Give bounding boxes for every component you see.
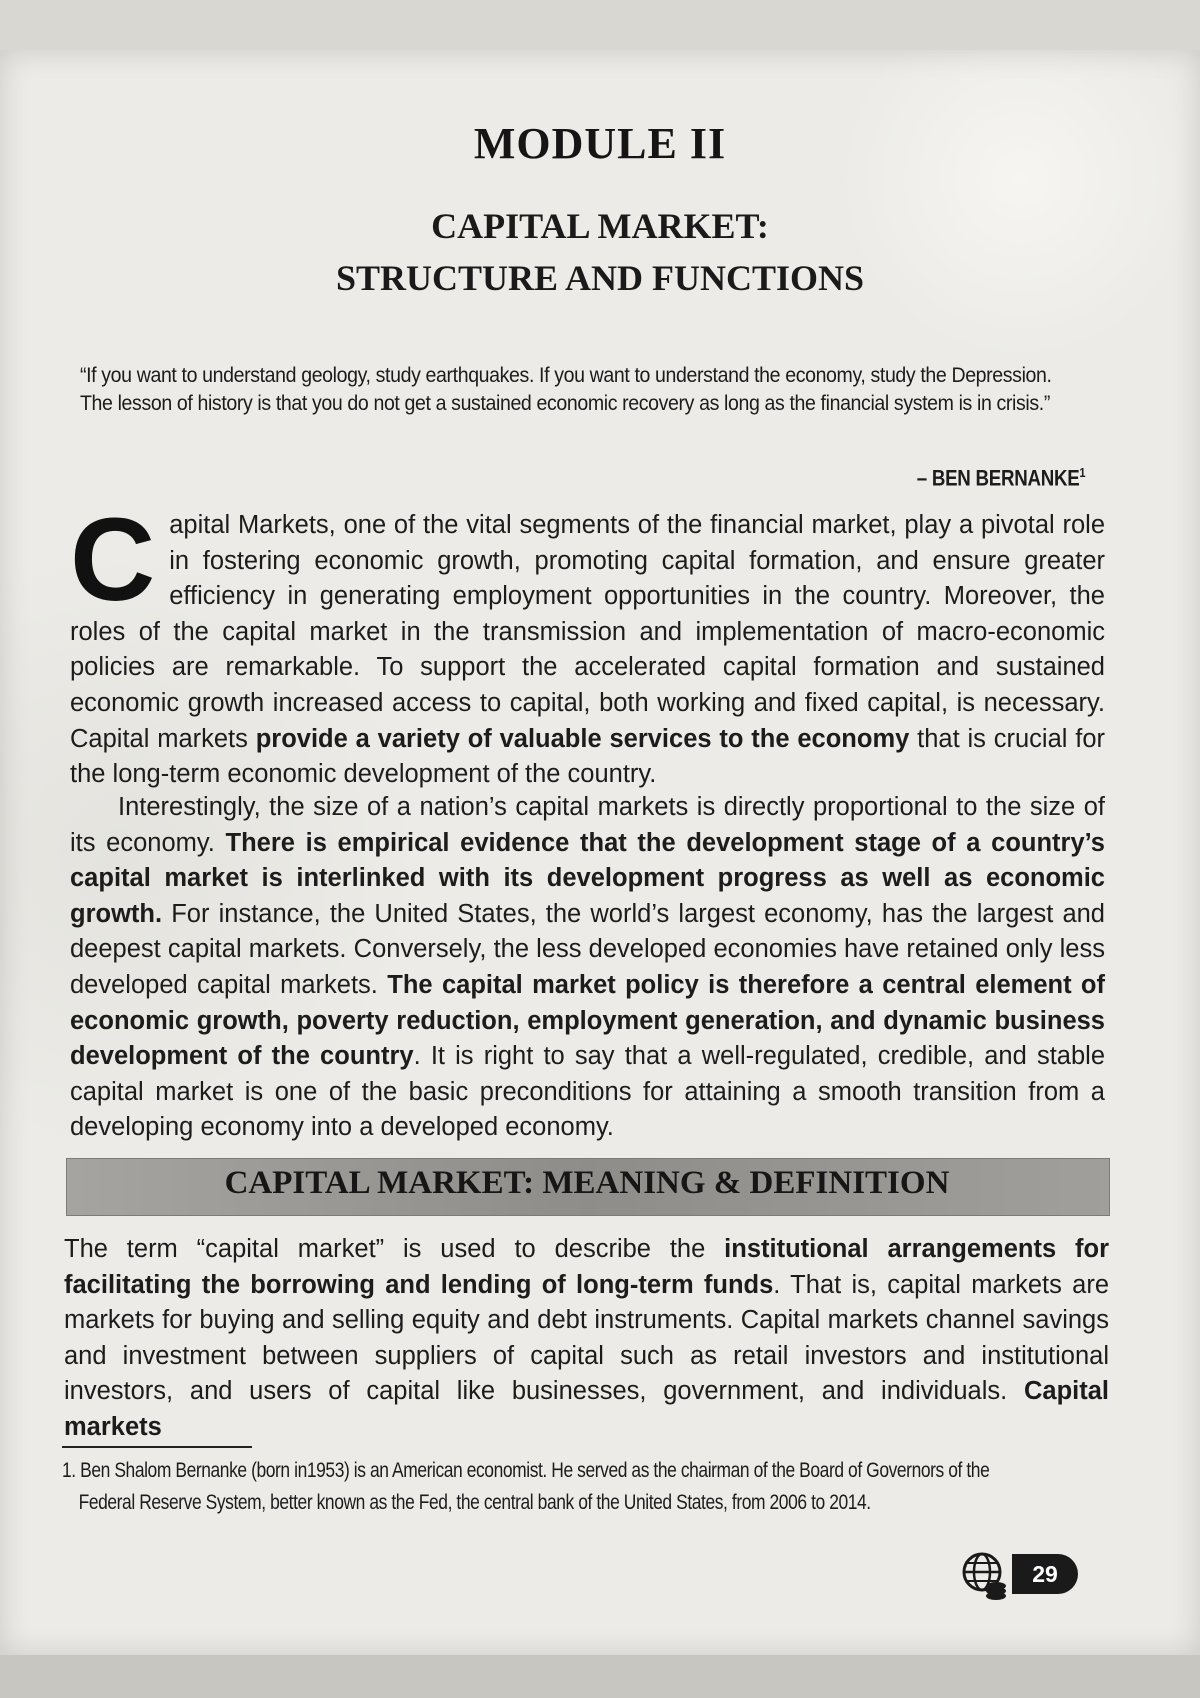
globe-coins-icon	[960, 1550, 1010, 1600]
bold-phrase: There is empirical evidence that the development stage of a country’s capital market is interlinked with its development progress as well as economic growth.	[70, 828, 1105, 928]
footnote	[62, 1455, 1141, 1519]
footnote-ref: 1	[1079, 465, 1085, 480]
page-edge	[0, 1655, 1200, 1698]
chapter-title-line2: STRUCTURE AND FUNCTIONS	[335, 258, 865, 298]
epigraph-quote: “If you want to understand geology, study earthquakes. If you want to understand the economy, study the Depression. The lesson of history is that you do not get a sustained economic recovery as long as the financial system is in crisis.”	[80, 364, 1052, 415]
section-heading: CAPITAL MARKET: MEANING & DEFINITION	[224, 1165, 950, 1201]
drop-cap: C	[70, 494, 156, 626]
footnote-divider	[62, 1446, 252, 1448]
paragraph-definition: The term “capital market” is used to describe the institutional arrangements for facilitating the borrowing and lending of long-term funds. That is, capital markets are markets for buying and selling equity and debt instruments. Capital markets channel savings and investment between suppliers of capital such as retail investors and institutional investors, and users of capital like businesses, government, and individuals. Capital markets	[64, 1235, 1110, 1441]
paragraph-size-economy: Interestingly, the size of a nation’s capital markets is directly proportional to the size of its economy. There is empirical evidence that the development stage of a country’s capital market is interlinked with its development progress as well as economic growth. For instance, the United States, the world’s largest economy, has the largest and deepest capital markets. Conversely, the less developed economies have retained only less developed capital markets. The capital market policy is therefore a central element of economic growth, poverty reduction, employment generation, and dynamic business development of the country. It is right to say that a well-regulated, credible, and stable capital market is one of the basic preconditions for attaining a smooth transition from a developing economy into a developed economy.	[70, 793, 1106, 1142]
bold-phrase: provide a variety of valuable services to the economy	[255, 724, 910, 753]
quote-author-name: – BEN BERNANKE	[916, 465, 1080, 491]
footnote-line2: Federal Reserve System, better known as the Fed, the central bank of the United States, from 2006 to 2014.	[78, 1491, 871, 1514]
bold-phrase: The capital market policy is therefore a central element of economic growth, poverty reduction, employment generation, and dynamic business development of the country	[70, 970, 1106, 1071]
chapter-title-line1: CAPITAL MARKET:	[431, 206, 769, 246]
bold-phrase: institutional arrangements for facilitating the borrowing and lending of long-term funds	[64, 1235, 1110, 1299]
page-number: 29	[1012, 1554, 1078, 1594]
bold-phrase: Capital markets	[64, 1377, 1109, 1441]
chapter-title	[0, 200, 1200, 304]
page-badge	[960, 1550, 1090, 1600]
paragraph-intro: Capital Markets, one of the vital segments of the financial market, play a pivotal role in fostering economic growth, promoting capital formation, and ensure greater efficiency in generating employment opportunities in the country. Moreover, the roles of the capital market in the transmission and implementation of macro-economic policies are remarkable. To support the accelerated capital formation and sustained economic growth increased access to capital, both working and fixed capital, is necessary. Capital markets provide a variety of valuable services to the economy that is crucial for the long-term economic development of the country.	[70, 494, 1105, 789]
module-title: MODULE II	[473, 119, 727, 168]
footnote-line1: 1. Ben Shalom Bernanke (born in1953) is an American economist. He served as the chairman of the Board of Governors of the	[62, 1459, 990, 1482]
quote-author	[916, 465, 1085, 491]
